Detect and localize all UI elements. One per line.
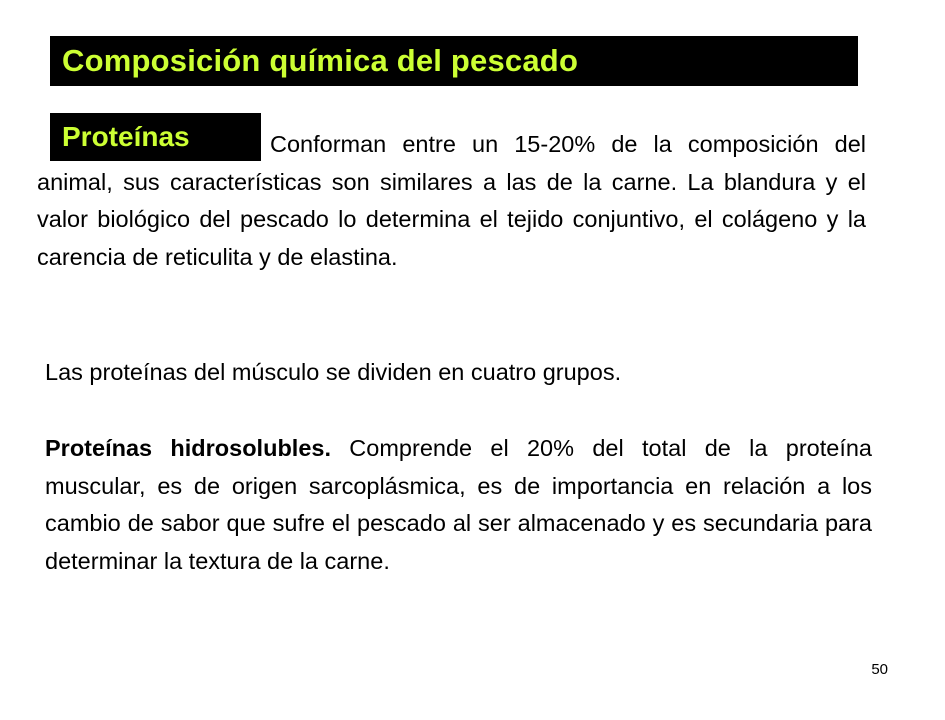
- title-banner: [50, 36, 858, 86]
- hydrosoluble-proteins-heading: Proteínas hidrosolubles.: [45, 435, 331, 461]
- hydrosoluble-proteins-paragraph: [45, 430, 872, 580]
- section-label: Proteínas: [62, 121, 190, 152]
- slide-title: Composición química del pescado: [62, 43, 579, 78]
- hydrosoluble-proteins-body: Comprende el 20% del total de la proteína muscular, es de origen sarcoplásmica, es de importancia en relación a los cambio de sabor que sufre el pescado al ser almacenado y es secundaria para determinar la textura de la carne.: [45, 435, 872, 574]
- section-label-box: [50, 113, 261, 161]
- protein-groups-paragraph: Las proteínas del músculo se dividen en cuatro grupos.: [45, 359, 622, 385]
- proteins-intro-paragraph: Conforman entre un 15-20% de la composición del animal, sus características son similares a las de la carne. La blandura y el valor biológico del pescado lo determina el tejido conjuntivo, el colágeno y la carencia de reticulita y de elastina.: [37, 131, 866, 270]
- page-number: 50: [871, 661, 888, 678]
